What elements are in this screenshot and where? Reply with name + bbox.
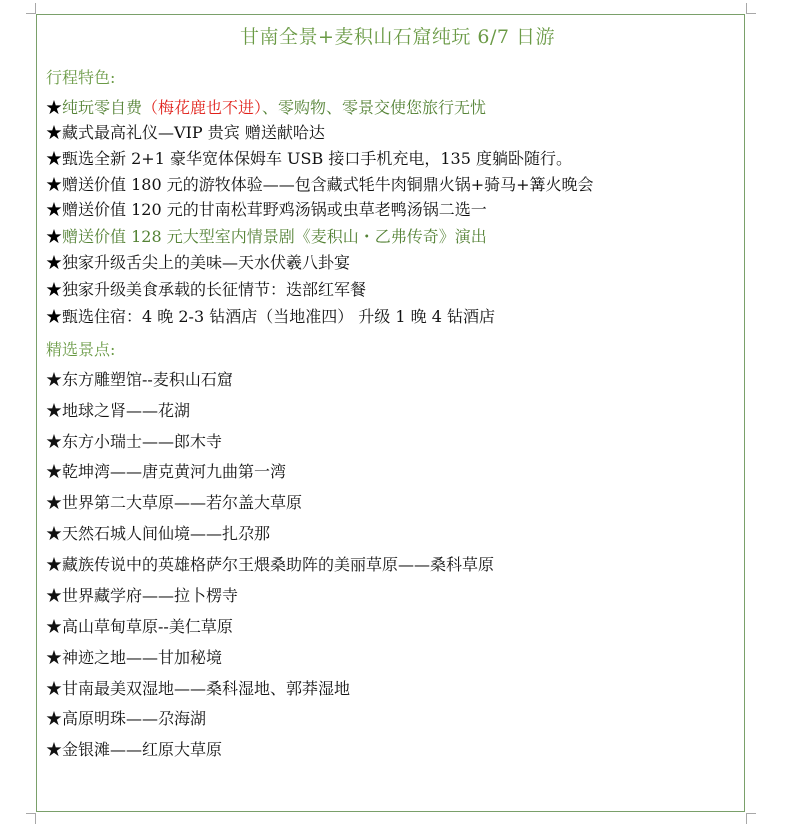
- star-icon: ★: [46, 524, 63, 543]
- star-icon: ★: [46, 307, 63, 326]
- sight-item: [46, 432, 222, 452]
- feature-item: [46, 123, 325, 143]
- sight-text: 藏族传说中的英雄格萨尔王煨桑助阵的美丽草原——桑科草原: [62, 555, 495, 574]
- document-title: 甘南全景+麦积山石窟纯玩 6/7 日游: [239, 26, 556, 48]
- crop-mark: [746, 814, 747, 824]
- features-heading: 行程特色:: [46, 68, 116, 87]
- star-icon: ★: [46, 648, 63, 667]
- sight-item: [46, 709, 206, 729]
- star-icon: ★: [46, 253, 63, 272]
- star-icon: ★: [46, 175, 63, 194]
- sight-item: [46, 679, 350, 699]
- star-icon: ★: [46, 493, 63, 512]
- star-icon: ★: [46, 401, 63, 420]
- sight-text: 世界藏学府——拉卜楞寺: [62, 586, 239, 605]
- sight-item: [46, 740, 222, 760]
- feature-item: [46, 200, 487, 220]
- star-icon: ★: [46, 555, 63, 574]
- sight-text: 甘南最美双湿地——桑科湿地、郭莽湿地: [62, 679, 351, 698]
- sight-text: 地球之肾——花湖: [62, 401, 191, 420]
- feature-item: [46, 149, 572, 169]
- feature-text: 藏式最高礼仪—VIP 贵宾 赠送献哈达: [62, 123, 325, 142]
- sight-text: 高原明珠——尕海湖: [62, 709, 207, 728]
- crop-mark: [35, 814, 36, 824]
- star-icon: ★: [46, 227, 63, 246]
- sight-text: 金银滩——红原大草原: [62, 740, 223, 759]
- feature-highlight: （梅花鹿也不进）: [142, 98, 263, 117]
- star-icon: ★: [46, 200, 63, 219]
- feature-text: 甄选全新 2+1 豪华宽体保姆车 USB 接口手机充电，135 度躺卧随行。: [62, 149, 572, 168]
- star-icon: ★: [46, 740, 63, 759]
- star-icon: ★: [46, 679, 63, 698]
- sight-text: 东方雕塑馆--麦积山石窟: [62, 370, 233, 389]
- feature-text: 赠送价值 180 元的游牧体验——包含藏式牦牛肉铜鼎火锅+骑马+篝火晚会: [62, 175, 594, 194]
- sights-heading: 精选景点:: [46, 340, 116, 359]
- sight-text: 神迹之地——甘加秘境: [62, 648, 223, 667]
- sight-item: [46, 462, 286, 482]
- sight-text: 乾坤湾——唐克黄河九曲第一湾: [62, 462, 287, 481]
- star-icon: ★: [46, 98, 63, 117]
- crop-mark: [746, 3, 747, 13]
- star-icon: ★: [46, 123, 63, 142]
- star-icon: ★: [46, 370, 63, 389]
- star-icon: ★: [46, 280, 63, 299]
- feature-text: 赠送价值 128 元大型室内情景剧《麦积山・乙弗传奇》演出: [62, 227, 487, 246]
- feature-item: [46, 175, 594, 195]
- feature-item: [46, 98, 486, 118]
- star-icon: ★: [46, 432, 63, 451]
- star-icon: ★: [46, 462, 63, 481]
- feature-text: 独家升级美食承载的长征情节：迭部红军餐: [62, 280, 367, 299]
- sight-item: [46, 401, 190, 421]
- sight-item: [46, 370, 233, 390]
- feature-text: 、零购物、零景交使您旅行无忧: [262, 98, 487, 117]
- star-icon: ★: [46, 617, 63, 636]
- sight-item: [46, 555, 494, 575]
- star-icon: ★: [46, 149, 63, 168]
- feature-text: 纯玩零自费: [62, 98, 143, 117]
- star-icon: ★: [46, 709, 63, 728]
- crop-mark: [35, 3, 36, 13]
- star-icon: ★: [46, 586, 63, 605]
- feature-item: [46, 227, 487, 247]
- sight-text: 世界第二大草原——若尔盖大草原: [62, 493, 303, 512]
- sight-item: [46, 648, 222, 668]
- feature-text: 独家升级舌尖上的美味—天水伏羲八卦宴: [62, 253, 351, 272]
- crop-mark: [26, 13, 36, 14]
- feature-item: [46, 280, 366, 300]
- feature-text: 赠送价值 120 元的甘南松茸野鸡汤锅或虫草老鸭汤锅二选一: [62, 200, 487, 219]
- feature-item: [46, 253, 350, 273]
- sight-item: [46, 586, 238, 606]
- sight-text: 高山草甸草原--美仁草原: [62, 617, 233, 636]
- sight-text: 东方小瑞士——郎木寺: [62, 432, 223, 451]
- feature-item: [46, 307, 495, 327]
- sight-item: [46, 524, 270, 544]
- sight-item: [46, 493, 302, 513]
- sight-item: [46, 617, 233, 637]
- sight-text: 天然石城人间仙境——扎尕那: [62, 524, 271, 543]
- feature-text: 甄选住宿：4 晚 2-3 钻酒店（当地准四） 升级 1 晚 4 钻酒店: [62, 307, 496, 326]
- crop-mark: [746, 13, 756, 14]
- crop-mark: [746, 813, 756, 814]
